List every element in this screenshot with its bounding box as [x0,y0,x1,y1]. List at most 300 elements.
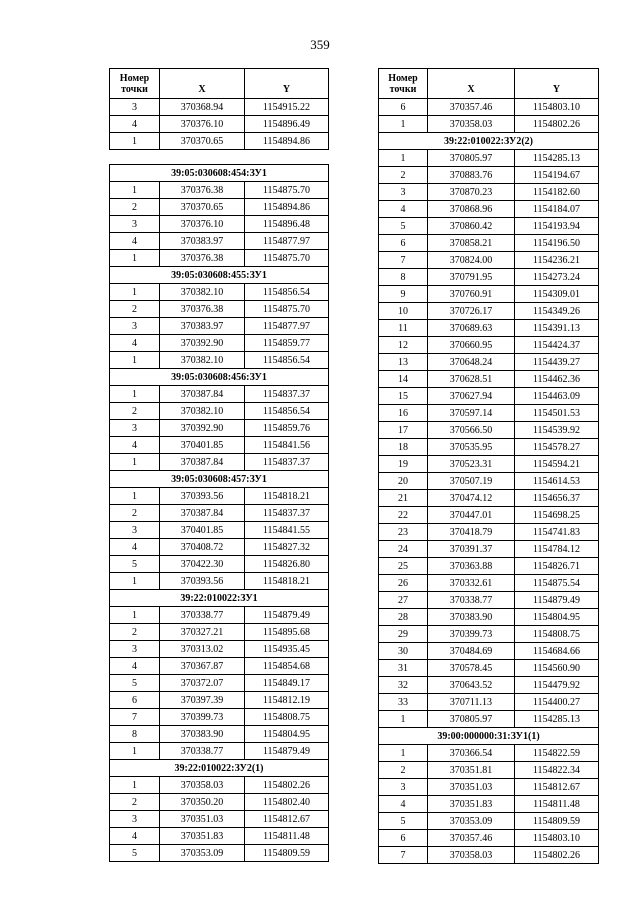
y-coordinate-cell: 1154501.53 [515,405,599,422]
header-row [379,69,599,99]
x-coordinate-cell: 370327.21 [160,624,245,641]
table-row [379,694,599,711]
y-coordinate-cell: 1154896.49 [245,116,329,133]
point-number-cell: 1 [110,607,160,624]
x-coordinate-cell: 370397.39 [160,692,245,709]
point-number-cell: 2 [110,505,160,522]
header-row [110,69,329,99]
table-row [110,403,329,420]
point-number-cell: 6 [379,830,428,847]
y-coordinate-cell: 1154784.12 [515,541,599,558]
y-coordinate-cell: 1154812.19 [245,692,329,709]
table-row [379,677,599,694]
y-coordinate-cell: 1154837.37 [245,505,329,522]
x-coordinate-cell: 370358.03 [428,116,515,133]
y-coordinate-cell: 1154875.70 [245,182,329,199]
section-header-row [110,471,329,488]
point-number-cell: 23 [379,524,428,541]
point-number-cell: 1 [110,284,160,301]
y-coordinate-cell: 1154822.34 [515,762,599,779]
table-row [379,796,599,813]
table-row [379,609,599,626]
x-coordinate-cell: 370824.00 [428,252,515,269]
table-row [110,250,329,267]
point-number-cell: 1 [110,488,160,505]
left-coordinates-table [109,68,329,862]
x-coordinate-cell: 370627.94 [428,388,515,405]
table-row [379,354,599,371]
x-coordinate-cell: 370399.73 [160,709,245,726]
table-row [379,269,599,286]
point-number-cell: 4 [110,828,160,845]
point-number-cell: 26 [379,575,428,592]
x-coordinate-cell: 370363.88 [428,558,515,575]
x-coordinate-cell: 370353.09 [428,813,515,830]
point-number-cell: 4 [110,539,160,556]
point-number-cell: 31 [379,660,428,677]
point-number-cell: 6 [379,235,428,252]
y-coordinate-cell: 1154827.32 [245,539,329,556]
table-row [110,216,329,233]
y-coordinate-cell: 1154184.07 [515,201,599,218]
y-coordinate-cell: 1154804.95 [515,609,599,626]
x-coordinate-cell: 370357.46 [428,99,515,116]
point-number-cell: 11 [379,320,428,337]
table-row [379,626,599,643]
table-row [379,745,599,762]
point-number-cell: 22 [379,507,428,524]
x-coordinate-cell: 370382.10 [160,284,245,301]
table-row [110,777,329,794]
table-spacer [110,150,329,165]
y-coordinate-cell: 1154578.27 [515,439,599,456]
point-number-cell: 12 [379,337,428,354]
point-number-cell: 3 [379,184,428,201]
point-number-header-line1: Номер [388,72,418,84]
section-header-row [110,369,329,386]
table-row [379,490,599,507]
point-number-cell: 5 [110,845,160,862]
x-coordinate-cell: 370358.03 [160,777,245,794]
y-coordinate-cell: 1154273.24 [515,269,599,286]
y-coordinate-cell: 1154809.59 [515,813,599,830]
x-coordinate-cell: 370870.23 [428,184,515,201]
table-row [379,218,599,235]
table-row [110,301,329,318]
y-coordinate-cell: 1154439.27 [515,354,599,371]
point-number-header [379,69,428,99]
y-coordinate-cell: 1154808.75 [515,626,599,643]
point-number-cell: 2 [379,762,428,779]
point-number-cell: 4 [110,437,160,454]
x-coordinate-cell: 370401.85 [160,522,245,539]
table-row [379,201,599,218]
parcel-id: 39:00:000000:31:ЗУ1(1) [379,728,599,745]
table-row [110,811,329,828]
y-coordinate-cell: 1154849.17 [245,675,329,692]
y-coordinate-cell: 1154818.21 [245,488,329,505]
y-coordinate-cell: 1154479.92 [515,677,599,694]
y-coordinate-cell: 1154809.59 [245,845,329,862]
table-row [110,133,329,150]
y-coordinate-cell: 1154859.77 [245,335,329,352]
point-number-cell: 18 [379,439,428,456]
x-coordinate-cell: 370447.01 [428,507,515,524]
x-coordinate-cell: 370597.14 [428,405,515,422]
point-number-cell: 2 [379,167,428,184]
x-coordinate-cell: 370376.10 [160,216,245,233]
y-coordinate-cell: 1154811.48 [515,796,599,813]
x-coordinate-cell: 370648.24 [428,354,515,371]
point-number-cell: 1 [110,573,160,590]
point-number-cell: 6 [379,99,428,116]
table-row [110,420,329,437]
y-coordinate-cell: 1154877.97 [245,318,329,335]
x-coordinate-cell: 370383.90 [428,609,515,626]
parcel-id: 39:05:030608:454:ЗУ1 [110,165,329,182]
y-coordinate-cell: 1154879.49 [515,592,599,609]
x-coordinate-cell: 370351.81 [428,762,515,779]
x-coordinate-cell: 370392.90 [160,335,245,352]
point-number-cell: 17 [379,422,428,439]
point-number-cell: 21 [379,490,428,507]
y-coordinate-cell: 1154391.13 [515,320,599,337]
table-row [110,556,329,573]
x-coordinate-cell: 370578.45 [428,660,515,677]
y-coordinate-cell: 1154826.80 [245,556,329,573]
y-coordinate-cell: 1154196.50 [515,235,599,252]
x-coordinate-cell: 370376.38 [160,182,245,199]
x-coordinate-cell: 370805.97 [428,150,515,167]
y-coordinate-cell: 1154614.53 [515,473,599,490]
table-row [379,303,599,320]
point-number-cell: 20 [379,473,428,490]
table-row [379,167,599,184]
point-number-cell: 1 [110,352,160,369]
y-coordinate-cell: 1154193.94 [515,218,599,235]
point-number-cell: 4 [110,233,160,250]
x-coordinate-cell: 370370.65 [160,133,245,150]
x-coordinate-cell: 370376.38 [160,250,245,267]
point-number-cell: 1 [110,133,160,150]
x-coordinate-cell: 370376.38 [160,301,245,318]
x-coordinate-cell: 370660.95 [428,337,515,354]
table-row [379,235,599,252]
table-row [110,709,329,726]
table-row [110,607,329,624]
x-coordinate-cell: 370376.10 [160,116,245,133]
spacer-cell [110,150,329,165]
point-number-cell: 3 [110,641,160,658]
x-coordinate-cell: 370523.31 [428,456,515,473]
x-coordinate-cell: 370391.37 [428,541,515,558]
y-coordinate-cell: 1154822.59 [515,745,599,762]
x-coordinate-cell: 370338.77 [428,592,515,609]
point-number-cell: 5 [110,556,160,573]
table-row [379,405,599,422]
table-row [379,252,599,269]
parcel-id: 39:22:010022:ЗУ2(2) [379,133,599,150]
y-coordinate-cell: 1154802.40 [245,794,329,811]
section-header-row [110,267,329,284]
y-coordinate-cell: 1154826.71 [515,558,599,575]
x-coordinate-cell: 370760.91 [428,286,515,303]
y-coordinate-cell: 1154285.13 [515,150,599,167]
point-number-cell: 3 [110,420,160,437]
x-coordinate-cell: 370643.52 [428,677,515,694]
y-coordinate-cell: 1154818.21 [245,573,329,590]
point-number-cell: 8 [379,269,428,286]
y-coordinate-cell: 1154803.10 [515,99,599,116]
point-number-cell: 5 [379,813,428,830]
y-coordinate-cell: 1154896.48 [245,216,329,233]
table-row [379,439,599,456]
x-coordinate-cell: 370368.94 [160,99,245,116]
table-row [110,99,329,116]
table-row [110,454,329,471]
y-coordinate-cell: 1154856.54 [245,352,329,369]
table-row [379,473,599,490]
x-coordinate-cell: 370726.17 [428,303,515,320]
point-number-cell: 6 [110,692,160,709]
x-coordinate-cell: 370689.63 [428,320,515,337]
point-number-cell: 10 [379,303,428,320]
point-number-cell: 2 [110,794,160,811]
point-number-cell: 2 [110,624,160,641]
right-coordinates-table [378,68,599,864]
point-number-cell: 3 [110,318,160,335]
y-coordinate-cell: 1154802.26 [245,777,329,794]
y-coordinate-cell: 1154803.10 [515,830,599,847]
x-coordinate-cell: 370860.42 [428,218,515,235]
x-coordinate-cell: 370484.69 [428,643,515,660]
table-row [110,658,329,675]
point-number-cell: 7 [379,252,428,269]
table-row [379,847,599,864]
y-coordinate-cell: 1154875.54 [515,575,599,592]
point-number-cell: 25 [379,558,428,575]
point-number-cell: 3 [110,811,160,828]
point-number-cell: 2 [110,301,160,318]
x-coordinate-cell: 370387.84 [160,386,245,403]
table-row [379,422,599,439]
table-row [379,813,599,830]
y-coordinate-cell: 1154915.22 [245,99,329,116]
table-row [379,456,599,473]
point-number-cell: 19 [379,456,428,473]
x-coordinate-cell: 370566.50 [428,422,515,439]
parcel-id: 39:05:030608:455:ЗУ1 [110,267,329,284]
y-coordinate-cell: 1154812.67 [515,779,599,796]
x-coordinate-cell: 370418.79 [428,524,515,541]
y-coordinate-cell: 1154802.26 [515,116,599,133]
y-coordinate-cell: 1154812.67 [245,811,329,828]
table-row [379,524,599,541]
x-coordinate-cell: 370858.21 [428,235,515,252]
y-coordinate-cell: 1154349.26 [515,303,599,320]
x-coordinate-cell: 370474.12 [428,490,515,507]
point-number-cell: 7 [379,847,428,864]
y-coordinate-cell: 1154684.66 [515,643,599,660]
table-row [379,575,599,592]
table-row [110,335,329,352]
parcel-id: 39:05:030608:457:ЗУ1 [110,471,329,488]
y-coordinate-cell: 1154875.70 [245,301,329,318]
point-number-cell: 1 [379,711,428,728]
y-header: Y [245,69,329,99]
x-coordinate-cell: 370370.65 [160,199,245,216]
point-number-cell: 28 [379,609,428,626]
x-coordinate-cell: 370332.61 [428,575,515,592]
point-number-cell: 3 [379,779,428,796]
y-coordinate-cell: 1154841.55 [245,522,329,539]
x-coordinate-cell: 370387.84 [160,505,245,522]
x-coordinate-cell: 370382.10 [160,403,245,420]
point-number-cell: 1 [110,250,160,267]
table-row [379,643,599,660]
x-coordinate-cell: 370399.73 [428,626,515,643]
x-coordinate-cell: 370507.19 [428,473,515,490]
point-number-cell: 5 [379,218,428,235]
x-coordinate-cell: 370338.77 [160,743,245,760]
y-coordinate-cell: 1154560.90 [515,660,599,677]
x-coordinate-cell: 370393.56 [160,488,245,505]
x-coordinate-cell: 370628.51 [428,371,515,388]
page-number: 359 [310,37,330,52]
x-coordinate-cell: 370868.96 [428,201,515,218]
table-row [379,541,599,558]
parcel-id: 39:22:010022:ЗУ1 [110,590,329,607]
y-coordinate-cell: 1154309.01 [515,286,599,303]
section-header-row [110,760,329,777]
y-coordinate-cell: 1154859.76 [245,420,329,437]
x-coordinate-cell: 370883.76 [428,167,515,184]
y-coordinate-cell: 1154856.54 [245,284,329,301]
point-number-cell: 1 [379,150,428,167]
point-number-cell: 33 [379,694,428,711]
point-number-cell: 4 [110,116,160,133]
table-row [379,116,599,133]
x-header: X [160,69,245,99]
table-row [379,507,599,524]
point-number-cell: 2 [110,199,160,216]
y-coordinate-cell: 1154285.13 [515,711,599,728]
y-coordinate-cell: 1154856.54 [245,403,329,420]
x-coordinate-cell: 370401.85 [160,437,245,454]
table-row [110,624,329,641]
table-row [379,320,599,337]
table-row [110,386,329,403]
x-coordinate-cell: 370383.97 [160,318,245,335]
y-coordinate-cell: 1154894.86 [245,199,329,216]
point-number-cell: 29 [379,626,428,643]
point-number-cell: 24 [379,541,428,558]
table-row [379,150,599,167]
point-number-cell: 5 [110,675,160,692]
y-coordinate-cell: 1154698.25 [515,507,599,524]
point-number-header-line2: точки [121,83,148,95]
point-number-cell: 7 [110,709,160,726]
section-header-row [379,728,599,745]
y-coordinate-cell: 1154802.26 [515,847,599,864]
point-number-cell: 3 [110,522,160,539]
point-number-cell: 32 [379,677,428,694]
y-coordinate-cell: 1154879.49 [245,743,329,760]
x-coordinate-cell: 370387.84 [160,454,245,471]
x-coordinate-cell: 370711.13 [428,694,515,711]
x-coordinate-cell: 370357.46 [428,830,515,847]
table-row [379,371,599,388]
point-number-cell: 9 [379,286,428,303]
x-coordinate-cell: 370791.95 [428,269,515,286]
y-coordinate-cell: 1154400.27 [515,694,599,711]
point-number-header-line1: Номер [119,72,150,84]
point-number-header [110,69,160,99]
table-row [379,99,599,116]
point-number-cell: 15 [379,388,428,405]
table-row [379,337,599,354]
y-coordinate-cell: 1154194.67 [515,167,599,184]
parcel-id: 39:05:030608:456:ЗУ1 [110,369,329,386]
table-row [110,641,329,658]
x-coordinate-cell: 370313.02 [160,641,245,658]
y-coordinate-cell: 1154875.70 [245,250,329,267]
table-row [110,692,329,709]
y-coordinate-cell: 1154808.75 [245,709,329,726]
table-row [379,762,599,779]
table-row [379,184,599,201]
point-number-cell: 13 [379,354,428,371]
x-coordinate-cell: 370350.20 [160,794,245,811]
table-row [379,558,599,575]
y-coordinate-cell: 1154594.21 [515,456,599,473]
section-header-row [110,165,329,182]
y-coordinate-cell: 1154656.37 [515,490,599,507]
point-number-cell: 8 [110,726,160,743]
table-row [110,675,329,692]
point-number-cell: 1 [379,745,428,762]
point-number-cell: 1 [110,386,160,403]
point-number-cell: 1 [379,116,428,133]
x-coordinate-cell: 370382.10 [160,352,245,369]
table-row [110,573,329,590]
y-coordinate-cell: 1154463.09 [515,388,599,405]
x-coordinate-cell: 370383.90 [160,726,245,743]
y-coordinate-cell: 1154837.37 [245,454,329,471]
x-coordinate-cell: 370338.77 [160,607,245,624]
table-row [110,116,329,133]
x-coordinate-cell: 370372.07 [160,675,245,692]
table-row [110,845,329,862]
y-coordinate-cell: 1154879.49 [245,607,329,624]
table-row [379,286,599,303]
y-coordinate-cell: 1154804.95 [245,726,329,743]
y-coordinate-cell: 1154539.92 [515,422,599,439]
y-coordinate-cell: 1154841.56 [245,437,329,454]
point-number-cell: 3 [110,216,160,233]
point-number-cell: 30 [379,643,428,660]
point-number-cell: 2 [110,403,160,420]
section-header-row [379,133,599,150]
x-coordinate-cell: 370422.30 [160,556,245,573]
x-coordinate-cell: 370351.83 [428,796,515,813]
x-coordinate-cell: 370367.87 [160,658,245,675]
table-row [379,779,599,796]
x-coordinate-cell: 370351.83 [160,828,245,845]
point-number-cell: 3 [110,99,160,116]
x-coordinate-cell: 370383.97 [160,233,245,250]
y-coordinate-cell: 1154462.36 [515,371,599,388]
